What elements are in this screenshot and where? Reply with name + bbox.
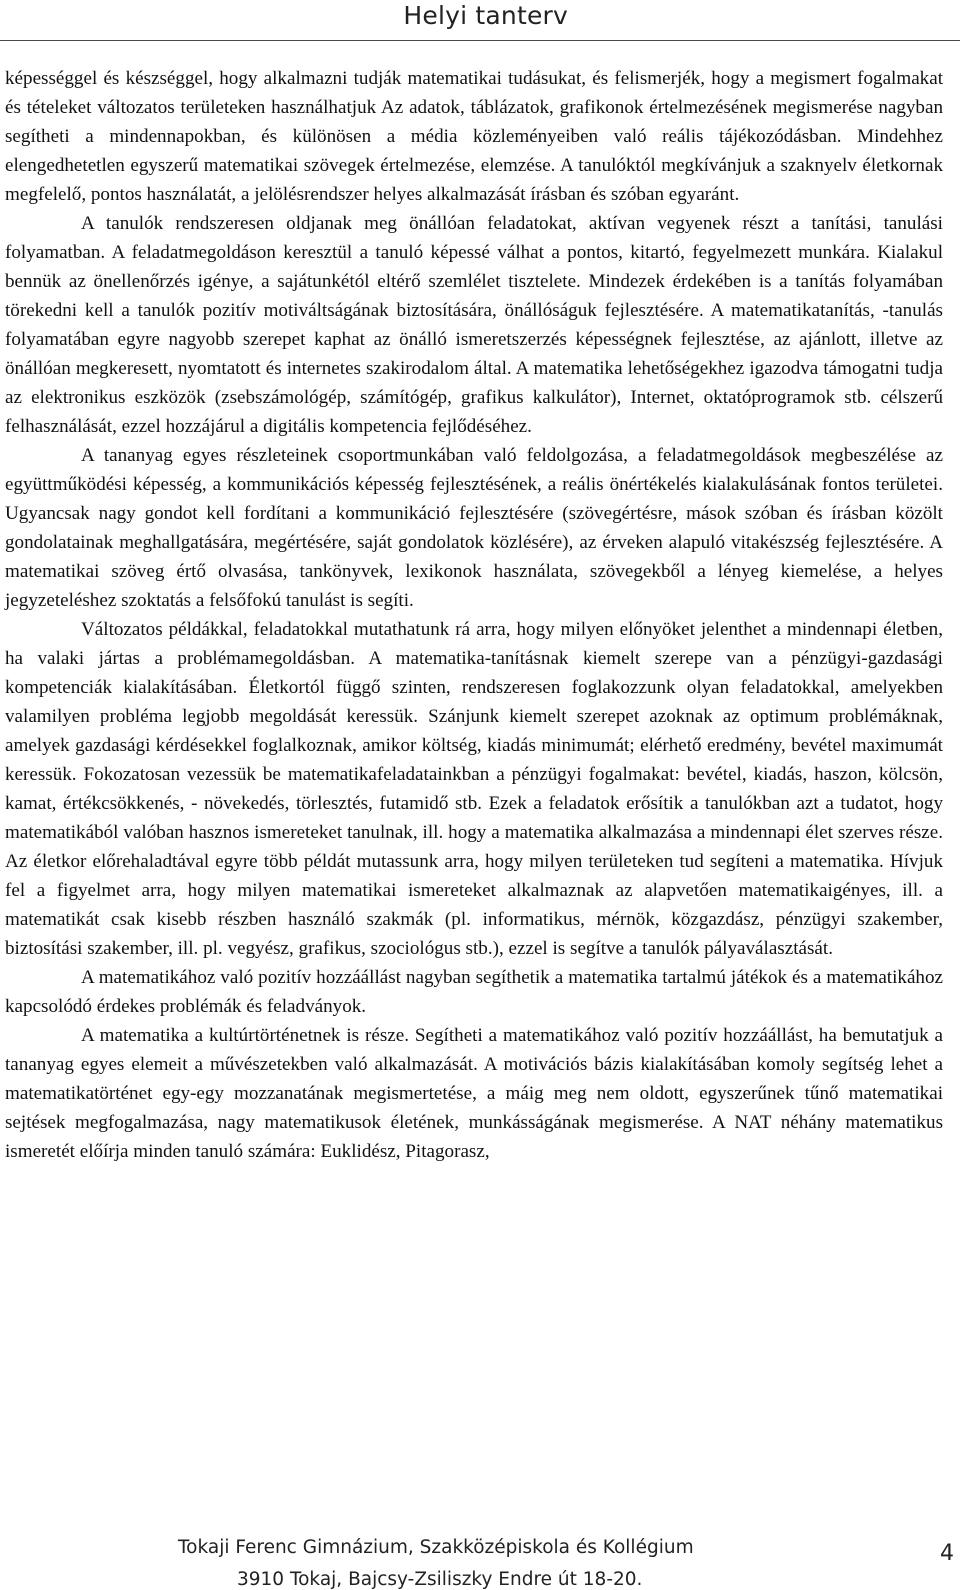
paragraph: Változatos példákkal, feladatokkal mutathatunk rá arra, hogy milyen előnyöket jelenthet a mindennapi életben, ha valaki jártas a problémamegoldásban. A matematika-tanításnak kiemelt szerepe van a pénzügyi-gazdasági kompetenciák kialakításában. Életkortól függő szinten, rendszeresen foglakozzunk olyan feladatokkal, amelyekben valamilyen probléma legjobb megoldását keressük. Szánjunk kiemelt szerepet azoknak az optimum problémáknak, amelyek gazdasági kérdésekkel foglalkoznak, amikor költség, kiadás minimumát; elérhető eredmény, bevétel maximumát keressük. Fokozatosan vezessük be matematikafeladatainkban a pénzügyi fogalmakat: bevétel, kiadás, haszon, kölcsön, kamat, értékcsökkenés, - növekedés, törlesztés, futamidő stb. Ezek a feladatok erősítik a tanulókban azt a tudatot, hogy matematikából valóban hasznos ismereteket tanulnak, ill. hogy a matematika alkalmazása a mindennapi élet szerves része. Az életkor előrehaladtával egyre több példát mutassunk arra, hogy milyen területeken tud segíteni a matematika. Hívjuk fel a figyelmet arra, hogy milyen matematikai ismereteket alkalmaznak az alapvetően matematikaigényes, ill. a matematikát csak kisebb részben használó szakmák (pl. informatikus, mérnök, közgazdász, pénzügyi szakember, biztosítási szakember, ill. pl. vegyész, grafikus, szociológus stb.), ezzel is segítve a tanulók pályaválasztását. [5,619,943,959]
document-body [5,64,943,1166]
header-title: Helyi tanterv [403,1,568,30]
page-header [0,0,960,41]
paragraph: A matematika a kultúrtörténetnek is része. Segítheti a matematikához való pozitív hozzáállást, ha bemutatjuk a tananyag egyes elemeit a művészetekben való alkalmazását. A motivációs bázis kialakításában komoly segítség lehet a matematikatörténet egy-egy mozzanatának megismertetése, a máig meg nem oldott, egyszerűnek tűnő matematikai sejtések megfogalmazása, nagy matematikusok életének, munkásságának megismerése. A NAT néhány matematikus ismeretét előírja minden tanuló számára: Euklidész, Pitagorasz, [5,1025,943,1162]
paragraph: A tananyag egyes részleteinek csoportmunkában való feldolgozása, a feladatmegoldások megbeszélése az együttműködési képesség, a kommunikációs képesség fejlesztésének, a reális önértékelés kialakulásának fontos területei. Ugyancsak nagy gondot kell fordítani a kommunikáció fejlesztésére (szövegértésre, mások szóban és írásban közölt gondolatainak meghallgatására, megértésére, saját gondolatok közlésére), az érveken alapuló vitakészség fejlesztésére. A matematikai szöveg értő olvasása, tankönyvek, lexikonok használata, szövegekből a lényeg kiemelése, a helyes jegyzeteléshez szoktatás a felsőfokú tanulást is segíti. [5,445,943,611]
paragraph: A matematikához való pozitív hozzáállást nagyban segíthetik a matematika tartalmú játékok és a matematikához kapcsolódó érdekes problémák és feladványok. [5,967,943,1017]
paragraph: képességgel és készséggel, hogy alkalmazni tudják matematikai tudásukat, és felismerjék, hogy a megismert fogalmakat és tételeket változatos területeken használhatjuk Az adatok, táblázatok, grafikonok értelmezésének megismerése nagyban segítheti a mindennapokban, és különösen a média közleményeiben való reális tájékozódásban. Mindehhez elengedhetetlen egyszerű matematikai szövegek értelmezése, elemzése. A tanulóktól megkívánjuk a szaknyelv életkornak megfelelő, pontos használatát, a jelölésrendszer helyes alkalmazását írásban és szóban egyaránt. [5,68,943,205]
paragraph: A tanulók rendszeresen oldjanak meg önállóan feladatokat, aktívan vegyenek részt a tanítási, tanulási folyamatban. A feladatmegoldáson keresztül a tanuló képessé válhat a pontos, kitartó, fegyelmezett munkára. Kialakul bennük az önellenőrzés igénye, a sajátunkétól eltérő szemlélet tisztelete. Mindezek érdekében is a tanítás folyamában törekedni kell a tanulók pozitív motiváltságának biztosítására, önállóságuk fejlesztésére. A matematikatanítás, -tanulás folyamatában egyre nagyobb szerepet kaphat az önálló ismeretszerzés képességnek fejlesztése, az ajánlott, illetve az önállóan megkeresett, nyomtatott és internetes szakirodalom által. A matematika lehetőségekhez igazodva támogatni tudja az elektronikus eszközök (zsebszámológép, számítógép, grafikus kalkulátor), Internet, oktatóprogramok stb. célszerű felhasználását, ezzel hozzájárul a digitális kompetencia fejlődéséhez. [5,213,943,437]
footer-address: 3910 Tokaj, Bajcsy-Zsiliszky Endre út 18-20. [237,1569,643,1590]
page-number: 4 [940,1541,954,1566]
footer-school-name: Tokaji Ferenc Gimnázium, Szakközépiskola és Kollégium [178,1537,694,1558]
